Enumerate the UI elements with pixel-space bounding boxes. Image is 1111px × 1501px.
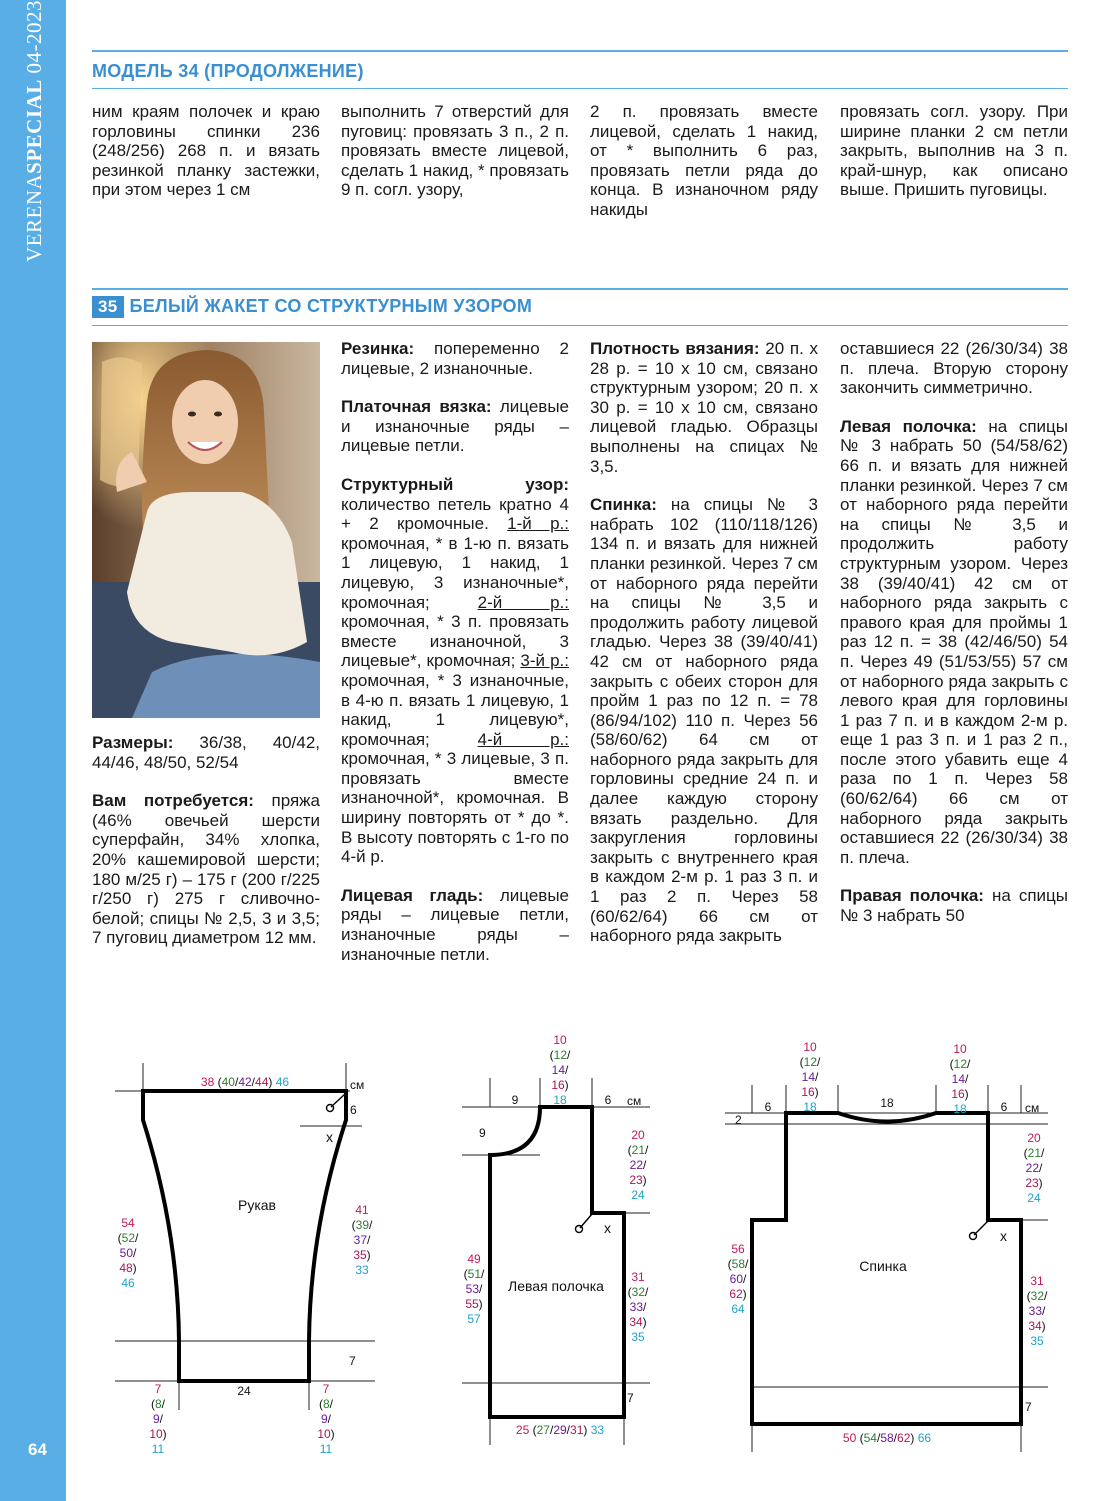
schematic-labels (118, 1033, 1048, 1456)
back-shoulder-right: 10 (953, 1042, 967, 1056)
model-photo (92, 342, 320, 718)
back-side-length: 34) (1028, 1319, 1046, 1333)
unit-label: см (1025, 1101, 1040, 1115)
sleeve-right-length: 41 (355, 1203, 369, 1217)
front-armhole-height: 20 (631, 1128, 645, 1142)
unit-label: см (350, 1078, 365, 1092)
pattern-text-3: кромочная, * 3 п. провязать вместе изнаночной, 3 лицевые*, кромочная; (341, 612, 569, 671)
sizes-text: 36/38, 40/42, 44/46, 48/50, 52/54 (92, 733, 320, 772)
stockinette-label: Лицевая гладь: (341, 885, 484, 905)
back-armhole-height: 20 (1027, 1131, 1041, 1145)
front-side-length: 31 (631, 1270, 645, 1284)
sleeve-bottom-right: 10) (317, 1427, 335, 1441)
cont-col-3: 2 п. провязать вместе лицевой, сделать 1 накид, от * выполнить 6 раз, провязать петли ряда до конца. В изнаночном ряду накиды (590, 102, 818, 219)
back-armhole-height: (21/ (1023, 1146, 1045, 1160)
materials-label: Вам потребуется: (92, 791, 254, 811)
sleeve-right-length: 37/ (353, 1233, 371, 1247)
back-label-schema: Спинка (859, 1258, 907, 1274)
front-armhole-height: 22/ (629, 1158, 647, 1172)
front-left-length: 55) (465, 1297, 483, 1311)
back-armhole-left: 6 (764, 1100, 772, 1114)
front-rib-height: 7 (627, 1391, 634, 1405)
brand-verena: VERENA (22, 173, 46, 262)
sleeve-bottom-right: 9/ (320, 1412, 332, 1426)
col3-text (590, 339, 818, 946)
front-shoulder-width: 10 (553, 1033, 567, 1047)
sleeve-cap-height: 6 (350, 1103, 357, 1117)
marker-x: x (604, 1220, 611, 1236)
back-outline (752, 1113, 1021, 1424)
pattern-text-1: количество петель кратно 4 + 2 кромочные. (341, 494, 569, 534)
front-side-length: 34) (629, 1315, 647, 1329)
front-left-length: 57 (467, 1312, 481, 1326)
gauge-text: 20 п. х 28 р. = 10 х 10 см, связано структурным узором; 20 п. х 30 р. = 10 х 10 см, связано лицевой гладью. Образцы выполнены на спицах № 3,5. (590, 339, 818, 476)
left-front-label-schema: Левая полочка (508, 1278, 604, 1294)
back-armhole-height: 24 (1027, 1191, 1041, 1205)
back-text-cont: оставшиеся 22 (26/30/34) 38 п. плеча. Вторую сторону закончить симметрично. (840, 339, 1068, 398)
pattern-text-5: кромочная, * 3 лицевые, 3 п. провязать вместе изнаночной*, кромочная. В ширину повторять от * до *. В высоту повторять с 1-го по 4-й р. (341, 749, 569, 867)
front-armhole-width: 6 (604, 1093, 612, 1107)
sleeve-left-length: 48) (119, 1261, 137, 1275)
back-shoulder-left: 14/ (801, 1070, 819, 1084)
front-side-length: (32/ (627, 1285, 649, 1299)
back-left-length: 62) (729, 1287, 747, 1301)
front-armhole-height: 23) (629, 1173, 647, 1187)
sleeve-bottom-right: 7 (322, 1382, 330, 1396)
row-4-label: 4-й р.: (477, 729, 569, 749)
garter-label: Платочная вязка: (341, 397, 492, 417)
gauge-label: Плотность вязания: (590, 339, 760, 358)
back-neck-drop: 2 (735, 1113, 742, 1127)
sleeve-left-length: 50/ (119, 1246, 137, 1260)
model-title: БЕЛЫЙ ЖАКЕТ СО СТРУКТУРНЫМ УЗОРОМ (129, 296, 533, 316)
front-left-length: 53/ (465, 1282, 483, 1296)
sleeve-bottom-left: 7 (154, 1382, 162, 1396)
back-shoulder-left: 16) (801, 1085, 819, 1099)
pattern-text-4: кромочная, * 3 изнаночные, в 4-ю п. вязать 1 лицевую, 1 накид, 1 лицевую*, кромочная; (341, 670, 569, 749)
back-side-length: 33/ (1028, 1304, 1046, 1318)
right-front-label: Правая полочка: (840, 886, 984, 906)
back-armhole-height: 22/ (1025, 1161, 1043, 1175)
back-shoulder-left: 18 (803, 1100, 817, 1114)
issue-number: 04-2023 (22, 0, 46, 80)
unit-label: см (627, 1094, 642, 1108)
sleeve-bottom-left: 10) (149, 1427, 167, 1441)
front-side-length: 33/ (629, 1300, 647, 1314)
rib-label: Резинка: (341, 339, 415, 358)
back-shoulder-left: (12/ (799, 1055, 821, 1069)
materials-text: пряжа (46% овечьей шерсти суперфайн, 34% хлопка, 20% кашемировой шерсти; 180 м/25 г) – 175 г (200 г/225 г/250 г) 275 г сливочно-белой; спицы № 2,5, 3 и 3,5; 7 пуговиц диаметром 12 мм. (92, 791, 320, 948)
back-label: Спинка: (590, 495, 657, 515)
sleeve-label: Рукав (238, 1197, 276, 1213)
sleeve-bottom-left: 9/ (152, 1412, 164, 1426)
front-shoulder-width: (12/ (549, 1048, 571, 1062)
front-neck-depth: 9 (479, 1126, 486, 1140)
front-left-length: 49 (467, 1252, 481, 1266)
cont-col-4: провязать согл. узору. При ширине планки 2 см петли закрыть, выполнив на 3 п. край-шнур, как описано выше. Пришить пуговицы. (840, 102, 1068, 200)
sleeve-bottom-right: (8/ (318, 1397, 334, 1411)
model-rule-top (92, 288, 1068, 290)
pattern-label: Структурный узор: (341, 474, 569, 494)
back-side-length: 35 (1030, 1334, 1044, 1348)
sleeve-bottom-left: 11 (151, 1442, 165, 1456)
back-bottom-width: 50 (54/58/62) 66 (842, 1431, 932, 1445)
back-armhole-right: 6 (1000, 1100, 1008, 1114)
back-neck-width: 18 (880, 1096, 894, 1110)
cont-col-1: ним краям полочек и краю горловины спинки 236 (248/256) 268 п. и вязать резинкой планку застежки, при этом через 1 см (92, 102, 320, 200)
sleeve-left-length: 54 (121, 1216, 135, 1230)
row-1-label: 1-й р.: (507, 514, 569, 534)
front-shoulder-width: 16) (551, 1078, 569, 1092)
header-rule (92, 88, 1068, 89)
row-2-label: 2-й р.: (477, 592, 569, 612)
front-armhole-height: (21/ (627, 1143, 649, 1157)
top-rule (92, 50, 1068, 52)
magazine-brand (20, 0, 54, 270)
back-shoulder-right: (12/ (949, 1057, 971, 1071)
model-rule-bottom (92, 325, 1068, 326)
front-bottom-width: 25 (27/29/31) 33 (515, 1423, 605, 1437)
back-text: на спицы № 3 набрать 102 (110/118/126) 134 п. и вязать для нижней планки резинкой. Через 7 см от наборного ряда перейти на спицы № 3,5 и продолжить работу лицевой гладью. Через 38 (39/40/41) 42 см от наборного ряда закрыть с обеих сторон для пройм 1 раз по 12 п. = 78 (86/94/102) 110 п. Через 56 (58/60/62) 64 см от наборного ряда закрыть для горловины средние 24 п. и далее каждую сторону вязать раздельно. Для закругления горловины закрыть с внутреннего края в каждом 2-м р. 1 раз 3 п. и 1 раз 2 п. Через 58 (60/62/64) 66 см от наборного ряда закрыть (590, 495, 818, 946)
back-shoulder-right: 14/ (951, 1072, 969, 1086)
sleeve-right-length: (39/ (351, 1218, 373, 1232)
back-left-length: (58/ (727, 1257, 749, 1271)
sleeve-left-length: 46 (121, 1276, 135, 1290)
col2-text (341, 339, 569, 964)
sleeve-cuff-height: 7 (349, 1354, 356, 1368)
front-neck-width: 9 (511, 1093, 519, 1107)
back-shoulder-left: 10 (803, 1040, 817, 1054)
model-number-badge: 35 (92, 296, 124, 318)
left-front-label: Левая полочка: (840, 416, 977, 436)
stockinette-text: лицевые ряды – лицевые петли, изнаночные ряды – изнаночные петли. (341, 885, 570, 964)
back-shoulder-right: 18 (953, 1102, 967, 1116)
cont-col-2: выполнить 7 отверстий для пуговиц: провязать 3 п., 2 п. провязать вместе лицевой, сделать 1 накид, * провязать 9 п. согл. узору, (341, 102, 570, 200)
front-shoulder-width: 18 (553, 1093, 567, 1107)
back-side-length: 31 (1030, 1274, 1044, 1288)
back-side-length: (32/ (1026, 1289, 1048, 1303)
sleeve-top-width: 38 (40/42/44) 46 (200, 1075, 290, 1089)
marker-x: x (1000, 1228, 1007, 1244)
front-armhole-height: 24 (631, 1188, 645, 1202)
sleeve-bottom-width: 24 (237, 1384, 251, 1398)
sleeve-bottom-left: (8/ (150, 1397, 166, 1411)
pattern-text-2: кромочная, * в 1-ю п. вязать 1 лицевую, 1 накид, 1 лицевую, 3 изнаночные*, кромочная; (341, 533, 569, 612)
row-3-label: 3-й р.: (520, 651, 569, 671)
front-outline (490, 1107, 624, 1417)
front-shoulder-width: 14/ (551, 1063, 569, 1077)
sidebar-strip (0, 0, 66, 1501)
back-left-length: 64 (731, 1302, 745, 1316)
garter-text: лицевые и изнаночные ряды – лицевые петли. (341, 397, 569, 456)
model-header (92, 296, 532, 318)
back-rib-height: 7 (1025, 1400, 1032, 1414)
sleeve-right-length: 33 (355, 1263, 369, 1277)
sizes-label: Размеры: (92, 733, 174, 752)
sleeve-right-length: 35) (353, 1248, 371, 1262)
left-front-text: на спицы № 3 набрать 50 (54/58/62) 66 п. и вязать для нижней планки резинкой. Через 7 см от наборного ряда перейти на спицы № 3,5 и продолжить работу структурным узором. Через 38 (39/40/41) 42 см от наборного ряда закрыть с правого края для проймы 1 раз 12 п. = 38 (42/46/50) 54 п. Через 49 (51/53/55) 57 см от наборного ряда закрыть с левого края для горловины 1 раз 7 п. и в каждом 2-м р. еще 1 раз 3 п. и 1 раз 2 п., после этого убавить еще 4 раза по 1 п. Через 58 (60/62/64) 66 см от наборного ряда закрыть оставшиеся 22 (26/30/34) 38 п. плеча. (840, 416, 1068, 867)
back-armhole-height: 23) (1025, 1176, 1043, 1190)
back-shoulder-right: 16) (951, 1087, 969, 1101)
right-front-text: на спицы № 3 набрать 50 (840, 886, 1069, 926)
marker-x: x (326, 1129, 333, 1145)
front-left-length: (51/ (463, 1267, 485, 1281)
sleeve-outline (143, 1091, 346, 1381)
sleeve-bottom-right: 11 (319, 1442, 333, 1456)
col1-text (92, 733, 320, 948)
back-left-length: 56 (731, 1242, 745, 1256)
front-side-length: 35 (631, 1330, 645, 1344)
col4-text (840, 339, 1068, 926)
page-number: 64 (28, 1440, 47, 1459)
sleeve-left-length: (52/ (117, 1231, 139, 1245)
continuation-header: МОДЕЛЬ 34 (ПРОДОЛЖЕНИЕ) (92, 61, 364, 81)
rib-text: попеременно 2 лицевые, 2 изнаночные. (341, 339, 569, 378)
brand-special: SPECIAL (22, 79, 46, 174)
back-left-length: 60/ (729, 1272, 747, 1286)
